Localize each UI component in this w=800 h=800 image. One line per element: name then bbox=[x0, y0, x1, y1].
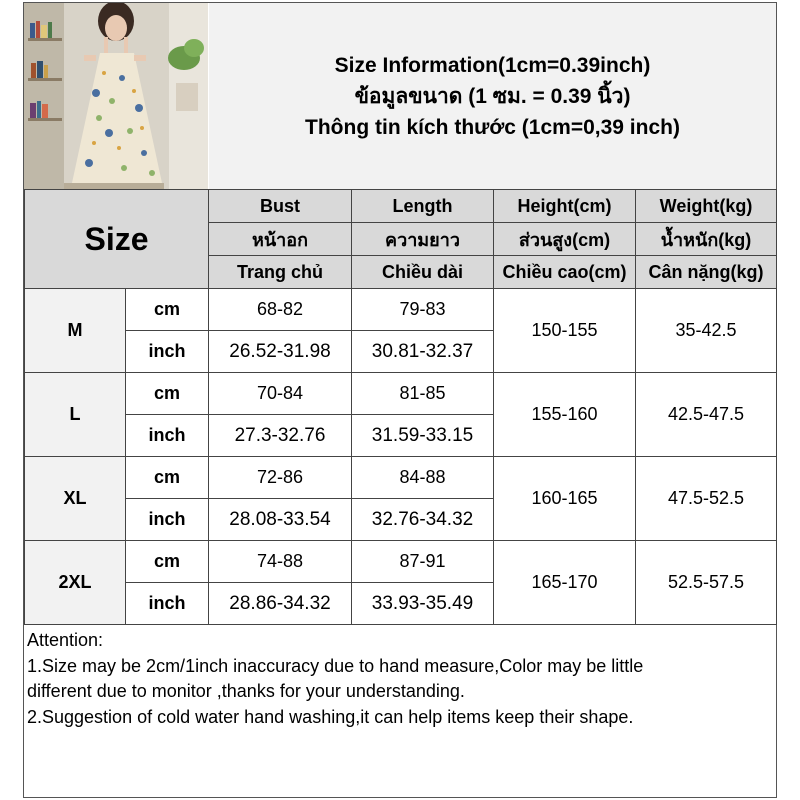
bust-inch-value: 26.52-31.98 bbox=[209, 331, 352, 373]
size-label: L bbox=[25, 373, 126, 457]
unit-label: cm bbox=[126, 373, 209, 415]
weight-header-vi: Cân nặng(kg) bbox=[636, 256, 777, 289]
bust-cm-value: 72-86 bbox=[209, 457, 352, 499]
bust-inch-value: 28.08-33.54 bbox=[209, 499, 352, 541]
unit-label: inch bbox=[126, 583, 209, 625]
length-cm-value: 79-83 bbox=[352, 289, 494, 331]
table-row bbox=[25, 289, 777, 331]
unit-label: inch bbox=[126, 499, 209, 541]
height-header-th: ส่วนสูง(cm) bbox=[494, 223, 636, 256]
length-cm-value: 87-91 bbox=[352, 541, 494, 583]
note-line: different due to monitor ,thanks for your understanding. bbox=[27, 681, 465, 701]
weight-value: 47.5-52.5 bbox=[636, 457, 777, 541]
unit-label: inch bbox=[126, 331, 209, 373]
length-cm-value: 81-85 bbox=[352, 373, 494, 415]
table-row bbox=[25, 457, 777, 499]
unit-label: cm bbox=[126, 289, 209, 331]
bust-inch-value: 27.3-32.76 bbox=[209, 415, 352, 457]
size-info-header bbox=[209, 3, 776, 189]
height-value: 160-165 bbox=[494, 457, 636, 541]
bust-cm-value: 70-84 bbox=[209, 373, 352, 415]
unit-label: inch bbox=[126, 415, 209, 457]
length-inch-value: 33.93-35.49 bbox=[352, 583, 494, 625]
weight-value: 42.5-47.5 bbox=[636, 373, 777, 457]
length-header-vi: Chiều dài bbox=[352, 256, 494, 289]
product-photo-illustration bbox=[24, 3, 208, 189]
size-header: Size bbox=[25, 190, 209, 289]
title-vietnamese: Thông tin kích thước (1cm=0,39 inch) bbox=[305, 115, 680, 139]
length-cm-value: 84-88 bbox=[352, 457, 494, 499]
size-label: 2XL bbox=[25, 541, 126, 625]
height-value: 155-160 bbox=[494, 373, 636, 457]
bust-inch-value: 28.86-34.32 bbox=[209, 583, 352, 625]
title-thai: ข้อมูลขนาด (1 ซม. = 0.39 นิ้ว) bbox=[354, 84, 631, 108]
bust-cm-value: 68-82 bbox=[209, 289, 352, 331]
weight-header-th: น้ำหนัก(kg) bbox=[636, 223, 777, 256]
length-inch-value: 32.76-34.32 bbox=[352, 499, 494, 541]
length-inch-value: 30.81-32.37 bbox=[352, 331, 494, 373]
note-line: 1.Size may be 2cm/1inch inaccuracy due to hand measure,Color may be little bbox=[27, 655, 644, 676]
bust-header-en: Bust bbox=[209, 190, 352, 223]
height-header-vi: Chiều cao(cm) bbox=[494, 256, 636, 289]
weight-value: 52.5-57.5 bbox=[636, 541, 777, 625]
unit-label: cm bbox=[126, 541, 209, 583]
height-header-en: Height(cm) bbox=[494, 190, 636, 223]
length-header-th: ความยาว bbox=[352, 223, 494, 256]
height-value: 165-170 bbox=[494, 541, 636, 625]
bust-header-vi: Trang chủ bbox=[209, 256, 352, 289]
table-row bbox=[25, 541, 777, 583]
size-chart-table bbox=[24, 189, 777, 625]
unit-label: cm bbox=[126, 457, 209, 499]
height-value: 150-155 bbox=[494, 289, 636, 373]
note-line: 2.Suggestion of cold water hand washing,it can help items keep their shape. bbox=[27, 706, 634, 727]
notes-heading: Attention: bbox=[27, 630, 104, 650]
title-english: Size Information(1cm=0.39inch) bbox=[334, 53, 651, 77]
size-label: M bbox=[25, 289, 126, 373]
weight-header-en: Weight(kg) bbox=[636, 190, 777, 223]
product-photo bbox=[24, 3, 208, 189]
attention-notes bbox=[27, 628, 772, 730]
length-header-en: Length bbox=[352, 190, 494, 223]
weight-value: 35-42.5 bbox=[636, 289, 777, 373]
bust-cm-value: 74-88 bbox=[209, 541, 352, 583]
table-row bbox=[25, 373, 777, 415]
length-inch-value: 31.59-33.15 bbox=[352, 415, 494, 457]
size-label: XL bbox=[25, 457, 126, 541]
bust-header-th: หน้าอก bbox=[209, 223, 352, 256]
